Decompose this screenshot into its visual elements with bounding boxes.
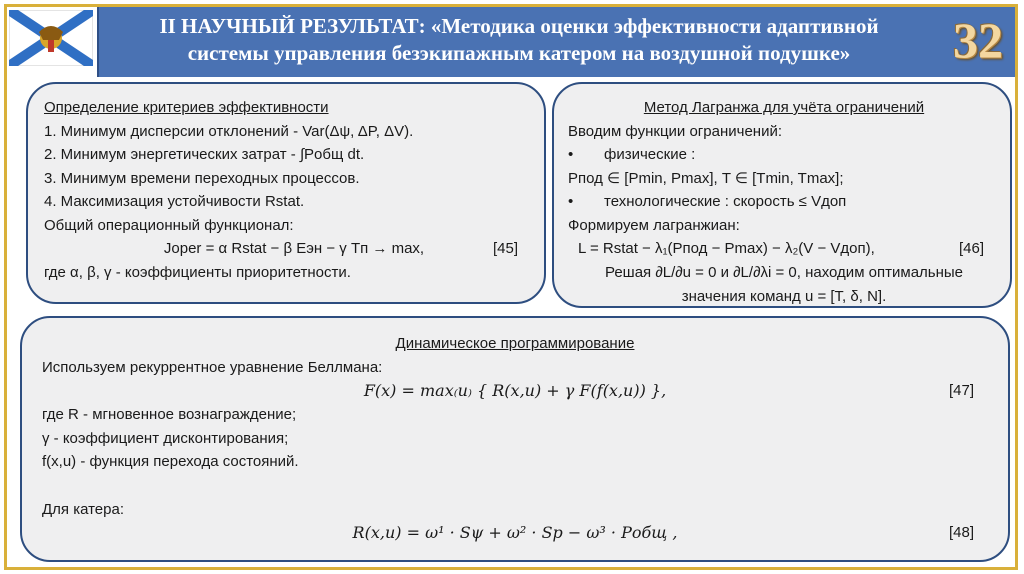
lagrangian-formula: L = Rstat − λ₁(Pпод − Pmax) − λ₂(V − Vдоп),: [578, 240, 875, 257]
bellman-formula-row: [42, 379, 988, 403]
criteria-item: 2. Минимум энергетических затрат - ∫Pобщ dt.: [44, 146, 365, 163]
definition-r: где R - мгновенное вознаграждение;: [42, 406, 297, 423]
priority-note: где α, β, γ - коэффициенты приоритетности.: [44, 264, 351, 281]
formula-ref-48: [48]: [948, 524, 974, 541]
formula-ref-46: [46]: [958, 240, 984, 257]
joper-formula-row: [44, 237, 544, 261]
physical-constraints: Pпод ∈ [Pmin, Pmax], T ∈ [Tmin, Tmax];: [568, 169, 844, 187]
bullet-tech: [568, 190, 1000, 214]
bullet-dot-icon: •: [568, 146, 574, 163]
criteria-item: 3. Минимум времени переходных процессов.: [44, 169, 360, 187]
functional-label: Общий операционный функционал:: [44, 216, 294, 234]
spacer: [42, 474, 988, 498]
bullet-physical-text: физические :: [604, 146, 696, 163]
lagrangian-label: Формируем лагранжиан:: [568, 216, 740, 234]
bullet-physical: [568, 143, 1000, 167]
title-line-1: II НАУЧНЫЙ РЕЗУЛЬТАТ: «Методика оценки эффективности адаптивной: [159, 14, 879, 38]
title-bar: [97, 7, 1015, 77]
joper-formula: Joper = α Rstat − β Eэн − γ Tп → max,: [163, 240, 425, 257]
slide-number: 32: [953, 12, 1003, 68]
bellman-formula: F(x) = max₍u₎ { R(x,u) + γ F(f(x,u)) },: [363, 381, 667, 400]
boat-label: Для катера:: [42, 500, 125, 518]
definition-gamma: γ - коэффициент дисконтирования;: [42, 429, 289, 447]
criteria-item: 1. Минимум дисперсии отклонений - Var(Δψ, ΔP, ΔV).: [44, 122, 414, 140]
lagrangian-formula-row: [568, 237, 1000, 261]
slide-title: [99, 13, 939, 67]
bullet-dot-icon: •: [568, 193, 574, 210]
formula-ref-47: [47]: [948, 382, 974, 399]
naval-flag-emblem-icon: [9, 10, 93, 66]
bellman-intro: Используем рекуррентное уравнение Беллмана:: [42, 358, 383, 376]
criteria-heading: Определение критериев эффективности: [44, 99, 329, 116]
criteria-item: 4. Максимизация устойчивости Rstat.: [44, 193, 305, 210]
bullet-tech-text: технологические : скорость ≤ Vдоп: [604, 193, 847, 210]
solve-line-2: значения команд u = [T, δ, N].: [681, 287, 887, 305]
lagrange-heading: Метод Лагранжа для учёта ограничений: [643, 99, 925, 116]
definition-f: f(x,u) - функция перехода состояний.: [42, 453, 299, 470]
dynamic-heading: Динамическое программирование: [395, 335, 635, 352]
reward-formula: R(x,u) = ω¹ · Sψ + ω² · Sp − ω³ · Pобщ ,: [352, 523, 678, 542]
title-line-2: системы управления безэкипажным катером на воздушной подушке»: [187, 41, 851, 65]
formula-ref-45: [45]: [492, 240, 518, 257]
solve-line-1: Решая ∂L/∂u = 0 и ∂L/∂λi = 0, находим оптимальные: [604, 264, 964, 281]
lagrange-panel: [552, 82, 1012, 308]
dynamic-programming-panel: [20, 316, 1010, 562]
lagrange-intro: Вводим функции ограничений:: [568, 122, 782, 140]
reward-formula-row: [42, 521, 988, 545]
criteria-panel: [26, 82, 546, 304]
